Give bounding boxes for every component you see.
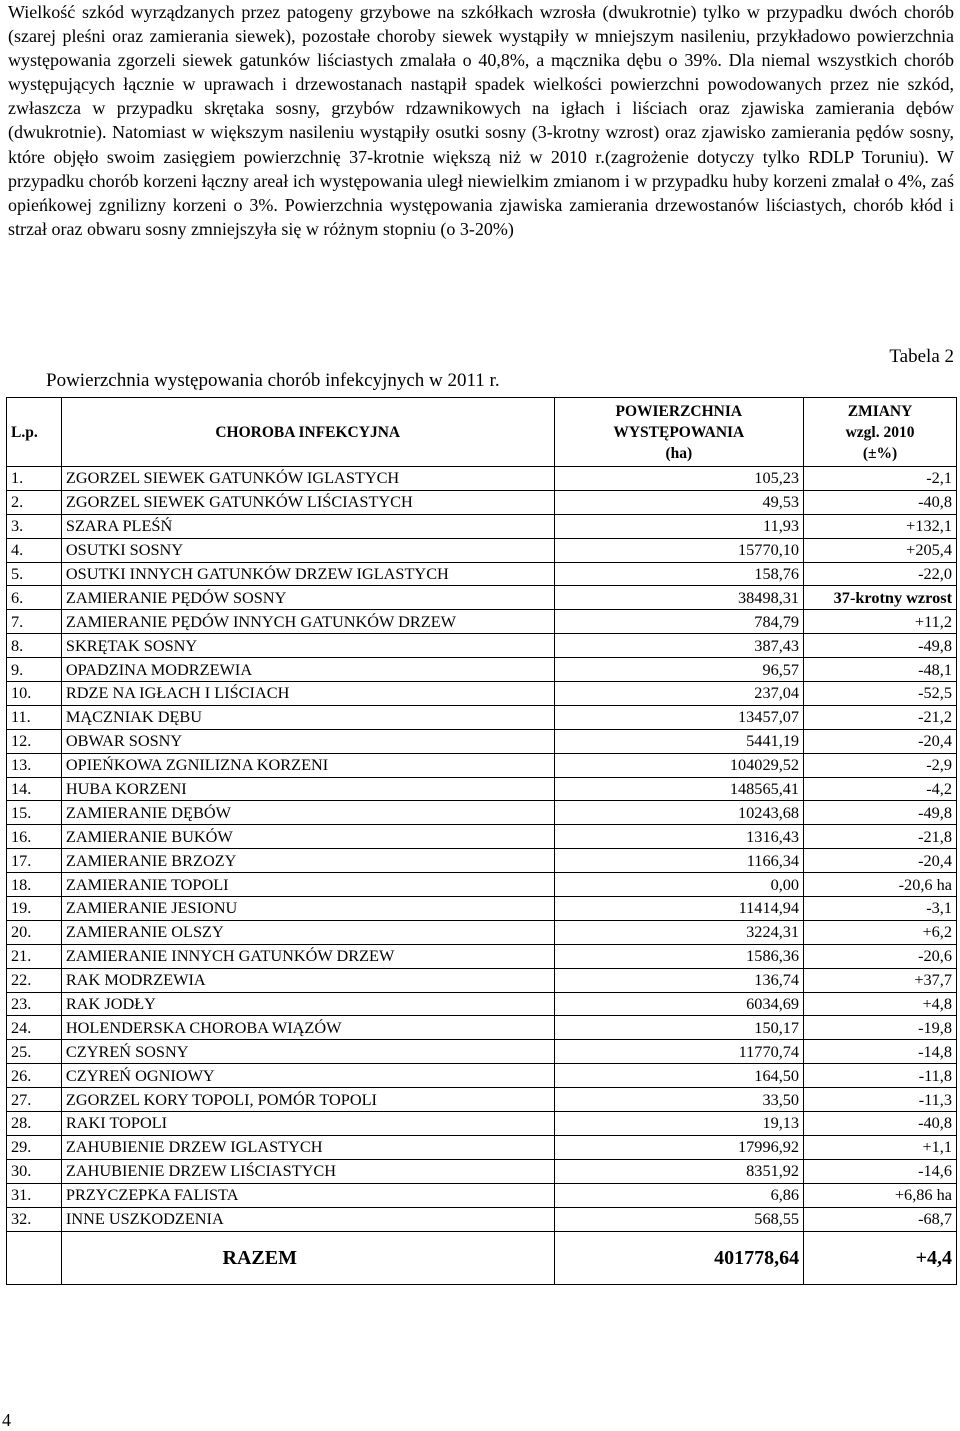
row-area: 150,17 <box>554 1016 804 1040</box>
row-disease-name: ZAMIERANIE PĘDÓW SOSNY <box>61 586 554 610</box>
row-area: 13457,07 <box>554 705 804 729</box>
row-area: 3224,31 <box>554 920 804 944</box>
row-area: 17996,92 <box>554 1135 804 1159</box>
table-row <box>7 490 957 514</box>
header-lp: L.p. <box>7 398 62 467</box>
row-change: -22,0 <box>804 562 957 586</box>
row-area: 784,79 <box>554 610 804 634</box>
row-disease-name: CZYREŃ SOSNY <box>61 1040 554 1064</box>
header-change <box>804 398 957 467</box>
row-disease-name: RAK JODŁY <box>61 992 554 1016</box>
row-disease-name: ZAHUBIENIE DRZEW IGLASTYCH <box>61 1135 554 1159</box>
table-row <box>7 634 957 658</box>
paragraph-part: Wielkość szkód wyrządzanych przez patogeny grzybowe na szkółkach wzrosła (dwukrotnie) tylko w przypadku dwóch chorób (szarej pleśni oraz zamierania siewek), pozostałe choroby siewek wystąpiły w mniejszym nasileniu, przykładowo powierzchnia występowania zgorzeli siewek gatunków liściastych zmalała o 40,8%, a mącznika dębu o 39%. <box>8 2 954 71</box>
row-lp: 18. <box>7 873 62 897</box>
header-area-line3: (ha) <box>665 444 693 462</box>
table-row <box>7 658 957 682</box>
row-change: -20,6 ha <box>804 873 957 897</box>
row-disease-name: ZAMIERANIE DĘBÓW <box>61 801 554 825</box>
header-change-line2: wzgl. 2010 <box>845 423 915 441</box>
table-header-row <box>7 398 957 467</box>
row-lp: 3. <box>7 514 62 538</box>
row-change: 37-krotny wzrost <box>804 586 957 610</box>
row-change: -3,1 <box>804 897 957 921</box>
row-change: -48,1 <box>804 658 957 682</box>
table-label: Tabela 2 <box>889 346 954 367</box>
table-row <box>7 586 957 610</box>
table-row <box>7 801 957 825</box>
row-disease-name: ZAMIERANIE TOPOLI <box>61 873 554 897</box>
row-change: +37,7 <box>804 968 957 992</box>
row-area: 148565,41 <box>554 777 804 801</box>
row-change: +132,1 <box>804 514 957 538</box>
row-area: 1166,34 <box>554 849 804 873</box>
row-lp: 16. <box>7 825 62 849</box>
row-disease-name: OSUTKI INNYCH GATUNKÓW DRZEW IGLASTYCH <box>61 562 554 586</box>
row-lp: 22. <box>7 968 62 992</box>
row-disease-name: ZGORZEL SIEWEK GATUNKÓW IGLASTYCH <box>61 467 554 491</box>
row-change: +1,1 <box>804 1135 957 1159</box>
row-disease-name: ZAMIERANIE JESIONU <box>61 897 554 921</box>
row-disease-name: OPIEŃKOWA ZGNILIZNA KORZENI <box>61 753 554 777</box>
row-lp: 2. <box>7 490 62 514</box>
table-row <box>7 753 957 777</box>
row-change: +11,2 <box>804 610 957 634</box>
table-row <box>7 729 957 753</box>
row-lp: 9. <box>7 658 62 682</box>
table-title: Powierzchnia występowania chorób infekcyjnych w 2011 r. <box>46 370 500 391</box>
row-disease-name: OSUTKI SOSNY <box>61 538 554 562</box>
row-area: 33,50 <box>554 1088 804 1112</box>
row-change: -19,8 <box>804 1016 957 1040</box>
table-row <box>7 705 957 729</box>
table-row <box>7 897 957 921</box>
table-row <box>7 944 957 968</box>
total-label: RAZEM <box>61 1231 554 1284</box>
row-change: -40,8 <box>804 490 957 514</box>
table-row <box>7 873 957 897</box>
row-area: 0,00 <box>554 873 804 897</box>
row-change: -14,6 <box>804 1159 957 1183</box>
row-change: +205,4 <box>804 538 957 562</box>
row-change: -2,1 <box>804 467 957 491</box>
row-change: -21,2 <box>804 705 957 729</box>
table-row <box>7 992 957 1016</box>
row-lp: 1. <box>7 467 62 491</box>
row-change: -11,8 <box>804 1064 957 1088</box>
row-area: 11770,74 <box>554 1040 804 1064</box>
row-area: 568,55 <box>554 1207 804 1231</box>
row-disease-name: RDZE NA IGŁACH I LIŚCIACH <box>61 682 554 706</box>
row-disease-name: RAKI TOPOLI <box>61 1112 554 1136</box>
row-lp: 14. <box>7 777 62 801</box>
header-area-line2: WYSTĘPOWANIA <box>613 423 745 441</box>
row-change: -11,3 <box>804 1088 957 1112</box>
table-row <box>7 682 957 706</box>
row-disease-name: OBWAR SOSNY <box>61 729 554 753</box>
row-change: -20,6 <box>804 944 957 968</box>
row-disease-name: ZAHUBIENIE DRZEW LIŚCIASTYCH <box>61 1159 554 1183</box>
row-lp: 8. <box>7 634 62 658</box>
row-disease-name: ZGORZEL SIEWEK GATUNKÓW LIŚCIASTYCH <box>61 490 554 514</box>
row-change: -14,8 <box>804 1040 957 1064</box>
row-lp: 32. <box>7 1207 62 1231</box>
row-area: 96,57 <box>554 658 804 682</box>
row-change: -40,8 <box>804 1112 957 1136</box>
table-row <box>7 849 957 873</box>
table-row <box>7 1040 957 1064</box>
table-row <box>7 1088 957 1112</box>
paragraph-part: W przypadku chorób korzeni łączny areał ich występowania uległ niewielkim zmianom i w przypadku huby korzeni zmalał o 4%, zaś opieńkowej zgnilizny korzeni o 3%. Powierzchnia występowania zjawiska zamierania drzewostanów liściastych, chorób kłód i strzał oraz obwaru sosny zmniejszyła się w różnym stopniu (o 3-20%) <box>8 146 954 239</box>
row-area: 49,53 <box>554 490 804 514</box>
row-lp: 31. <box>7 1183 62 1207</box>
table-row <box>7 467 957 491</box>
row-lp: 13. <box>7 753 62 777</box>
table-row <box>7 1064 957 1088</box>
row-change: -68,7 <box>804 1207 957 1231</box>
row-lp: 12. <box>7 729 62 753</box>
disease-table <box>6 397 957 1285</box>
row-area: 10243,68 <box>554 801 804 825</box>
table-row <box>7 920 957 944</box>
row-lp: 19. <box>7 897 62 921</box>
row-lp: 17. <box>7 849 62 873</box>
table-row <box>7 1112 957 1136</box>
row-area: 158,76 <box>554 562 804 586</box>
row-disease-name: HOLENDERSKA CHOROBA WIĄZÓW <box>61 1016 554 1040</box>
row-area: 104029,52 <box>554 753 804 777</box>
total-empty-cell <box>7 1231 62 1284</box>
row-lp: 24. <box>7 1016 62 1040</box>
row-change: +6,2 <box>804 920 957 944</box>
row-area: 6,86 <box>554 1183 804 1207</box>
row-area: 1586,36 <box>554 944 804 968</box>
row-disease-name: SZARA PLEŚŃ <box>61 514 554 538</box>
row-disease-name: RAK MODRZEWIA <box>61 968 554 992</box>
row-change: -49,8 <box>804 634 957 658</box>
row-area: 19,13 <box>554 1112 804 1136</box>
row-change: -20,4 <box>804 849 957 873</box>
table-row <box>7 777 957 801</box>
row-lp: 4. <box>7 538 62 562</box>
header-change-line1: ZMIANY <box>847 402 913 420</box>
table-row <box>7 1159 957 1183</box>
row-area: 11414,94 <box>554 897 804 921</box>
table-row <box>7 1207 957 1231</box>
row-area: 15770,10 <box>554 538 804 562</box>
row-disease-name: MĄCZNIAK DĘBU <box>61 705 554 729</box>
table-row <box>7 968 957 992</box>
row-change: +4,8 <box>804 992 957 1016</box>
row-disease-name: ZAMIERANIE BUKÓW <box>61 825 554 849</box>
row-lp: 30. <box>7 1159 62 1183</box>
row-area: 5441,19 <box>554 729 804 753</box>
row-change: +6,86 ha <box>804 1183 957 1207</box>
row-lp: 27. <box>7 1088 62 1112</box>
row-area: 6034,69 <box>554 992 804 1016</box>
total-area: 401778,64 <box>554 1231 804 1284</box>
row-area: 8351,92 <box>554 1159 804 1183</box>
table-total-row <box>7 1231 957 1284</box>
row-lp: 15. <box>7 801 62 825</box>
row-change: -20,4 <box>804 729 957 753</box>
row-disease-name: SKRĘTAK SOSNY <box>61 634 554 658</box>
row-disease-name: ZAMIERANIE BRZOZY <box>61 849 554 873</box>
row-disease-name: PRZYCZEPKA FALISTA <box>61 1183 554 1207</box>
row-area: 237,04 <box>554 682 804 706</box>
row-lp: 11. <box>7 705 62 729</box>
row-lp: 29. <box>7 1135 62 1159</box>
row-area: 164,50 <box>554 1064 804 1088</box>
row-lp: 7. <box>7 610 62 634</box>
header-area <box>554 398 804 467</box>
row-area: 38498,31 <box>554 586 804 610</box>
row-lp: 26. <box>7 1064 62 1088</box>
table-row <box>7 825 957 849</box>
row-lp: 6. <box>7 586 62 610</box>
row-lp: 10. <box>7 682 62 706</box>
header-change-line3: (±%) <box>862 444 898 462</box>
row-disease-name: HUBA KORZENI <box>61 777 554 801</box>
header-area-line1: POWIERZCHNIA <box>615 402 743 420</box>
row-disease-name: CZYREŃ OGNIOWY <box>61 1064 554 1088</box>
row-change: -2,9 <box>804 753 957 777</box>
paragraph-part: Natomiast w większym nasileniu wystąpiły osutki sosny (3-krotny wzrost) oraz zjawisko zamierania pędów sosny, które objęło swoim zasięgiem powierzchnię 37-krotnie większą niż w 2010 r.(zagrożenie dotyczy tylko RDLP Toruniu). <box>8 122 954 167</box>
table-row <box>7 562 957 586</box>
row-change: -52,5 <box>804 682 957 706</box>
row-disease-name: ZAMIERANIE OLSZY <box>61 920 554 944</box>
row-area: 387,43 <box>554 634 804 658</box>
row-disease-name: OPADZINA MODRZEWIA <box>61 658 554 682</box>
table-row <box>7 1016 957 1040</box>
total-change: +4,4 <box>804 1231 957 1284</box>
page-number: 4 <box>2 1410 11 1430</box>
row-disease-name: ZGORZEL KORY TOPOLI, POMÓR TOPOLI <box>61 1088 554 1112</box>
row-area: 136,74 <box>554 968 804 992</box>
row-change: -21,8 <box>804 825 957 849</box>
row-area: 105,23 <box>554 467 804 491</box>
row-area: 1316,43 <box>554 825 804 849</box>
table-row <box>7 514 957 538</box>
row-lp: 20. <box>7 920 62 944</box>
table-row <box>7 538 957 562</box>
row-lp: 21. <box>7 944 62 968</box>
table-row <box>7 1135 957 1159</box>
row-lp: 28. <box>7 1112 62 1136</box>
table-row <box>7 610 957 634</box>
row-disease-name: ZAMIERANIE INNYCH GATUNKÓW DRZEW <box>61 944 554 968</box>
body-paragraph <box>8 0 954 241</box>
row-lp: 5. <box>7 562 62 586</box>
row-change: -4,2 <box>804 777 957 801</box>
row-area: 11,93 <box>554 514 804 538</box>
row-change: -49,8 <box>804 801 957 825</box>
paragraph-part: Dla niemal wszystkich chorób występujących łącznie w uprawach i drzewostanach nastąpił spadek wielkości powierzchni powodowanych przez nie szkód, zwłaszcza w przypadku skrętaka sosny, grzybów rdzawnikowych na igłach i liściach oraz zjawiska zamierania dębów (dwukrotnie). <box>8 50 954 143</box>
header-disease: CHOROBA INFEKCYJNA <box>61 398 554 467</box>
row-disease-name: ZAMIERANIE PĘDÓW INNYCH GATUNKÓW DRZEW <box>61 610 554 634</box>
table-row <box>7 1183 957 1207</box>
row-lp: 23. <box>7 992 62 1016</box>
row-lp: 25. <box>7 1040 62 1064</box>
row-disease-name: INNE USZKODZENIA <box>61 1207 554 1231</box>
